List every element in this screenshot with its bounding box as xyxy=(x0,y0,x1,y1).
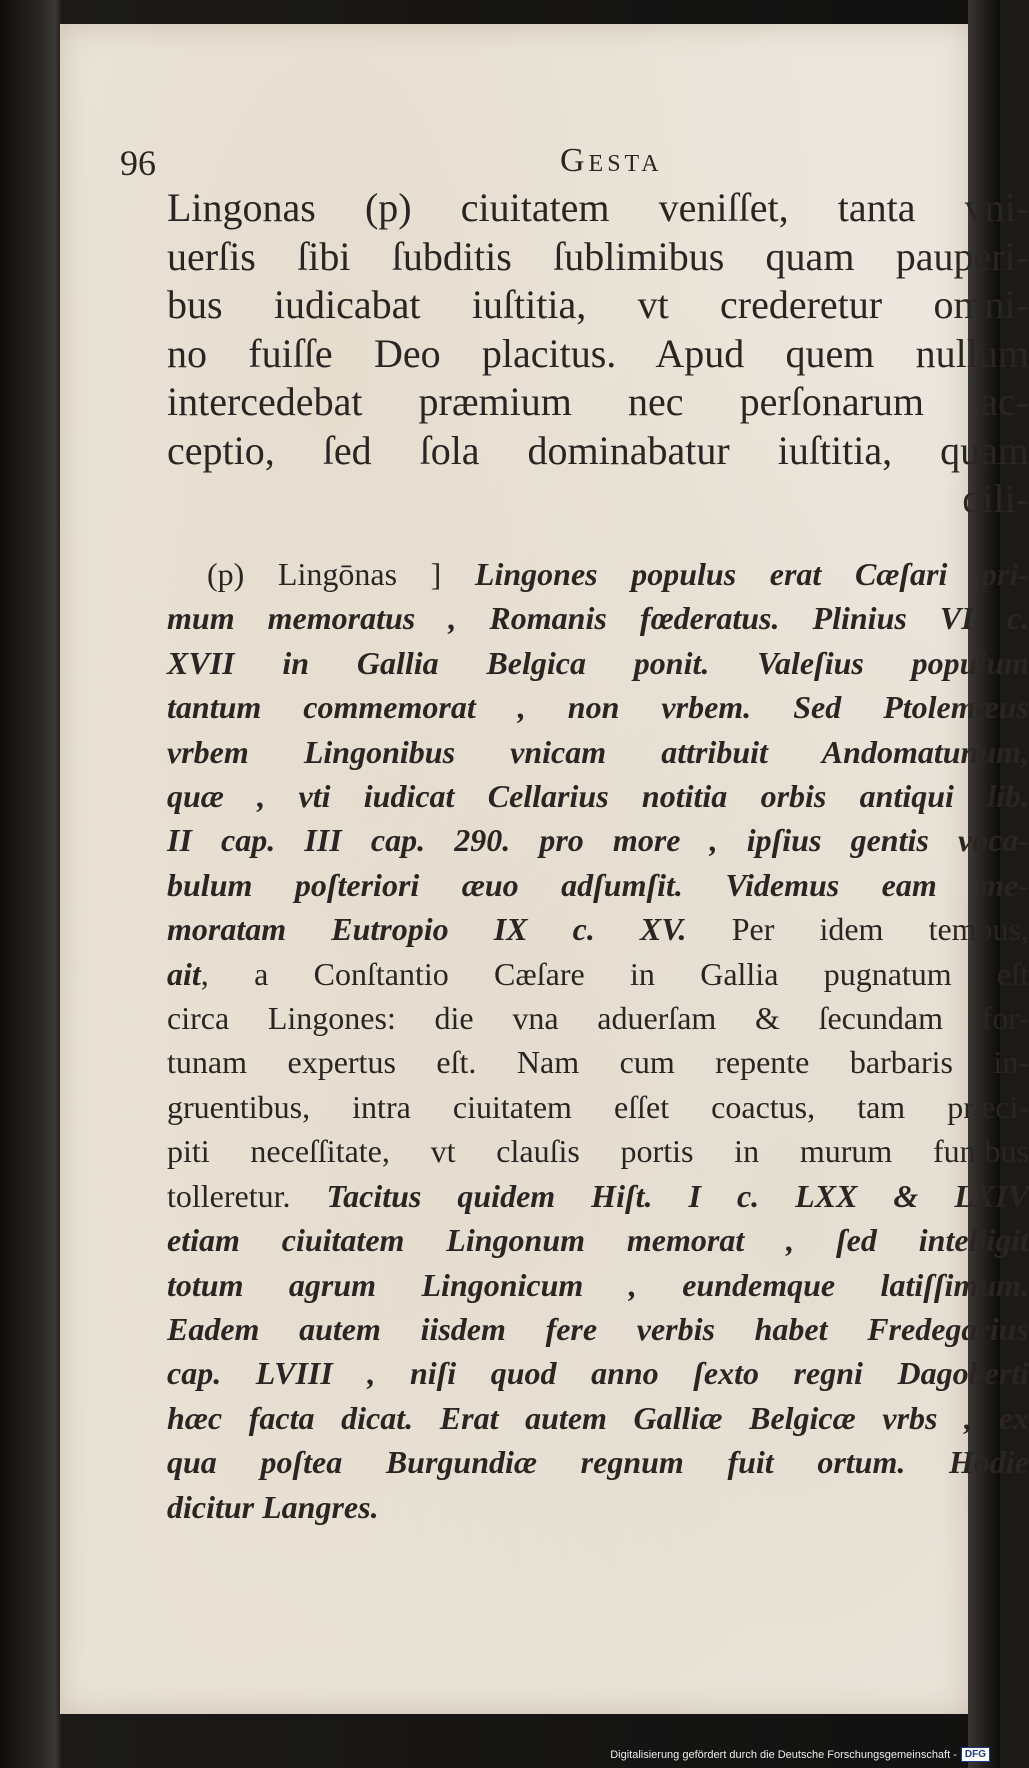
footnote-line xyxy=(167,907,1029,951)
footnote-line xyxy=(167,774,1029,818)
footnote-italic-run: bulum poſteriori æuo adſumſit. Videmus eam me- xyxy=(167,866,1029,903)
footnote-italic-run: quæ , vti iudicat Cellarius notitia orbis antiqui lib. xyxy=(167,778,1029,815)
text-line: bus iudicabat iuſtitia, vt crederetur omni- xyxy=(167,282,1029,327)
footnote-line xyxy=(167,1351,1029,1395)
text-line: intercedebat præmium nec perſonarum ac- xyxy=(167,379,1029,424)
footnote-line xyxy=(167,1040,1029,1084)
footnote-line xyxy=(167,818,1029,862)
main-text-block xyxy=(167,184,1029,524)
footnote-italic-run: etiam ciuitatem Lingonum memorat , ſed intelligit xyxy=(167,1222,1029,1259)
page-number: 96 xyxy=(120,143,156,183)
footnote-italic-run: tantum commemorat , non vrbem. Sed Ptolemæus xyxy=(167,689,1029,726)
footnote-roman-run: circa Lingones: die vna aduerſam & ſecundam for- xyxy=(167,1000,1029,1037)
footnote-line xyxy=(167,1085,1029,1129)
book-page xyxy=(60,24,1029,1714)
footnote-italic-run: Lingones populus erat Cæſari pri- xyxy=(474,556,1029,592)
footnote-roman-run: tunam expertus eſt. Nam cum repente barbaris in- xyxy=(167,1044,1029,1081)
footnote-italic-run: XVII in Gallia Belgica ponit. Valeſius populum xyxy=(167,644,1029,681)
catchword: dili- xyxy=(962,476,1029,521)
footnote-roman-run: (p) Lingōnas ] xyxy=(207,556,475,592)
footnote-roman-run: gruentibus, intra ciuitatem eſſet coactus, tam præci- xyxy=(167,1088,1029,1125)
footnote-italic-run: totum agrum Lingonicum , eundemque latiſſimum. xyxy=(167,1266,1029,1303)
text-line: Lingonas (p) ciuitatem veniſſet, tanta vni- xyxy=(167,185,1029,230)
footnote-line xyxy=(167,685,1029,729)
footnote-line xyxy=(167,596,1029,640)
footnote-line xyxy=(167,1263,1029,1307)
footnote-block xyxy=(167,552,1029,1529)
text-line: uerſis ſibi ſubditis ſublimibus quam pauperi- xyxy=(167,233,1029,279)
footnote-line xyxy=(167,1218,1029,1262)
footnote-roman-run: Per idem tempus, xyxy=(731,911,1029,948)
footnote-italic-run: cap. LVIII , niſi quod anno ſexto regni Dagoberti xyxy=(167,1355,1029,1392)
footnote-roman-run: , a Conſtantio Cæſare in Gallia pugnatum eſt xyxy=(200,955,1029,992)
footnote-roman-run: piti neceſſitate, vt clauſis portis in murum funibus xyxy=(167,1133,1029,1170)
footnote-line xyxy=(167,641,1029,685)
footnote-italic-run: moratam Eutropio IX c. XV. xyxy=(167,911,732,948)
dfg-logo: DFG xyxy=(961,1747,990,1762)
footnote-line xyxy=(167,1440,1029,1484)
footnote-line xyxy=(167,1129,1029,1173)
footnote-italic-run: qua poſtea Burgundiæ regnum fuit ortum. Hodie xyxy=(167,1444,1029,1481)
footnote-italic-run: II cap. III cap. 290. pro more , ipſius gentis voca- xyxy=(167,822,1029,859)
footnote-italic-run: dicitur Langres. xyxy=(167,1488,379,1525)
footnote-italic-run: mum memoratus , Romanis fœderatus. Plinius VI c. xyxy=(167,600,1029,637)
footnote-line xyxy=(167,863,1029,907)
credit-text: Digitalisierung gefördert durch die Deutsche Forschungsgemeinschaft - xyxy=(610,1748,957,1761)
footnote-italic-run: hæc facta dicat. Erat autem Galliæ Belgicæ vrbs , ex xyxy=(167,1399,1029,1436)
digitization-credit xyxy=(610,1747,990,1762)
footnote-line xyxy=(167,952,1029,996)
footnote-italic-run: vrbem Lingonibus vnicam attribuit Andomatunum, xyxy=(167,733,1029,770)
footnote-italic-run: Tacitus quidem Hiſt. I c. LXX & LXIV xyxy=(326,1177,1029,1214)
text-line: ceptio, ſed ſola dominabatur iuſtitia, quam xyxy=(167,427,1029,473)
footnote-line xyxy=(167,1396,1029,1440)
footnote-roman-run: tolleretur. xyxy=(167,1177,327,1214)
footnote-line xyxy=(167,1307,1029,1351)
footnote-italic-run: ait xyxy=(167,955,201,992)
footnote-line xyxy=(167,552,1029,596)
footnote-line xyxy=(167,730,1029,774)
running-head: Gesta xyxy=(560,142,663,179)
footnote-line xyxy=(167,1174,1029,1218)
footnote-line xyxy=(167,1485,1029,1529)
footnote-italic-run: Eadem autem iisdem fere verbis habet Fredegarius xyxy=(167,1310,1029,1347)
footnote-line xyxy=(167,996,1029,1040)
text-line: no fuiſſe Deo placitus. Apud quem nullum xyxy=(167,330,1029,376)
